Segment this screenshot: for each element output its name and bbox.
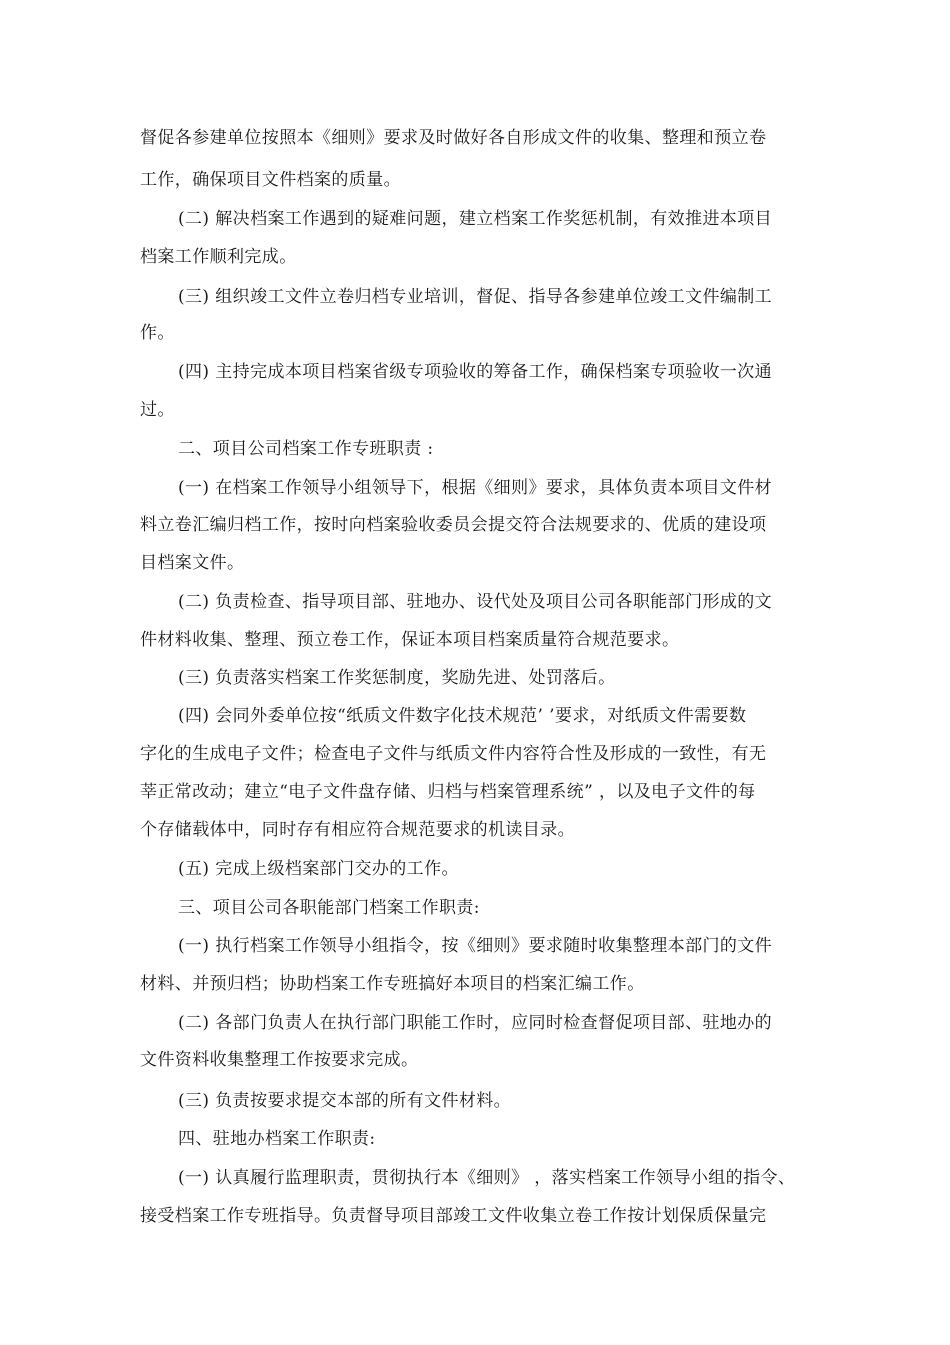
section-heading: 二、项目公司档案工作专班职责 :	[178, 439, 434, 459]
text-line: (一) 在档案工作领导小组领导下，根据《细则》要求，具体负责本项目文件材	[178, 478, 773, 498]
text-line: (二) 负责检查、指导项目部、驻地办、设代处及项目公司各职能部门形成的文	[178, 592, 773, 612]
text-line: 接受档案工作专班指导。负责督导项目部竣工文件收集立卷工作按计划保质保量完	[140, 1206, 767, 1226]
text-line: 字化的生成电子文件；检查电子文件与纸质文件内容符合性及形成的一致性，有无	[140, 744, 767, 764]
text-line: 作。	[140, 323, 175, 343]
text-line: 料立卷汇编归档工作，按时向档案验收委员会提交符合法规要求的、优质的建设项	[140, 515, 767, 535]
text-line: 莘正常改动；建立“电子文件盘存储、归档与档案管理系统” ，以及电子文件的每	[140, 782, 756, 802]
section-heading: 四、驻地办档案工作职责:	[178, 1129, 376, 1149]
text-line: (一) 认真履行监理职责，贯彻执行本《细则》 ，落实档案工作领导小组的指令、	[178, 1168, 796, 1188]
text-line: 档案工作顺利完成。	[140, 247, 297, 267]
text-line: (四) 会同外委单位按“纸质文件数字化技术规范’ ’要求，对纸质文件需要数	[178, 706, 747, 726]
text-line: 督促各参建单位按照本《细则》要求及时做好各自形成文件的收集、整理和预立卷	[140, 128, 767, 148]
text-line: (三) 负责落实档案工作奖惩制度，奖励先进、处罚落后。	[178, 668, 616, 688]
text-line: (五) 完成上级档案部门交办的工作。	[178, 859, 459, 879]
text-line: 文件资料收集整理工作按要求完成。	[140, 1050, 419, 1070]
text-line: 工作，确保项目文件档案的质量。	[140, 170, 401, 190]
text-line: 材料、并预归档；协助档案工作专班搞好本项目的档案汇编工作。	[140, 974, 645, 994]
text-line: 目档案文件。	[140, 553, 245, 573]
text-line: (四) 主持完成本项目档案省级专项验收的筹备工作，确保档案专项验收一次通	[178, 362, 773, 382]
text-line: (三) 组织竣工文件立卷归档专业培训，督促、指导各参建单位竣工文件编制工	[178, 287, 773, 307]
text-line: (二) 各部门负责人在执行部门职能工作时，应同时检查督促项目部、驻地办的	[178, 1013, 773, 1033]
text-line: (一) 执行档案工作领导小组指令，按《细则》要求随时收集整理本部门的文件	[178, 936, 773, 956]
text-line: 件材料收集、整理、预立卷工作，保证本项目档案质量符合规范要求。	[140, 630, 680, 650]
text-line: 过。	[140, 400, 175, 420]
text-line: (二) 解决档案工作遇到的疑难问题，建立档案工作奖惩机制，有效推进本项目	[178, 209, 773, 229]
text-line: (三) 负责按要求提交本部的所有文件材料。	[178, 1091, 512, 1111]
text-line: 个存储载体中，同时存有相应符合规范要求的机读目录。	[140, 820, 575, 840]
section-heading: 三、项目公司各职能部门档案工作职责:	[178, 898, 480, 918]
